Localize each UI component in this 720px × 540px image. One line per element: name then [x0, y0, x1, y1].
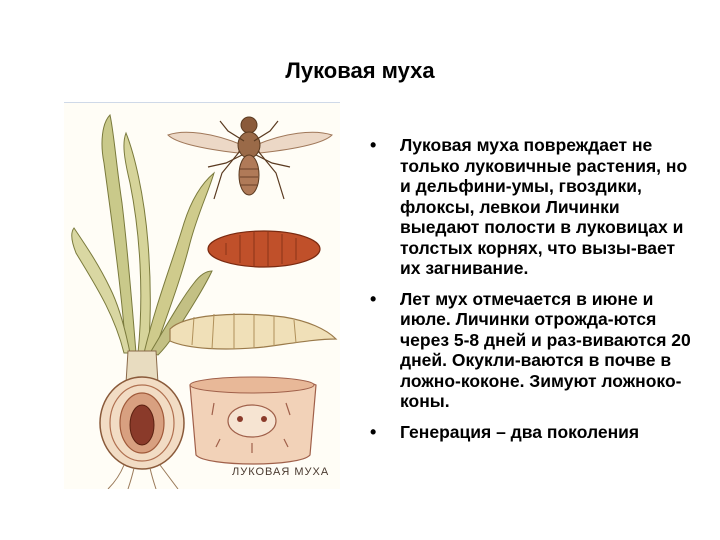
bullet-item [370, 422, 700, 443]
bullet-item [370, 289, 700, 412]
bullet-text: Лет мух отмечается в июне и июле. Личинки отрожда-ются через 5-8 дней и раз-виваются 20 дней. Окукли-ваются в почве в ложно-коконе. Зимуют ложноко-коны. [400, 288, 691, 411]
onion-fly-image [168, 117, 332, 199]
bullet-text: Генерация – два поколения [400, 421, 640, 442]
larva-image [170, 313, 336, 349]
onion-plant-image [72, 115, 214, 489]
slide-title: Луковая муха [285, 58, 435, 83]
bullet-text: Луковая муха повреждает не только луковичные растения, но и дельфини-умы, гвоздики, флоксы, левкои Личинки выедают полости в луковицах и толстых корнях, что вызы-вает их загнивание. [400, 135, 688, 278]
larva-tail-end-image [190, 377, 316, 464]
bullet-marker: • [370, 288, 377, 309]
pupa-image [208, 231, 320, 267]
bullet-list [370, 135, 700, 452]
onion-fly-illustration [64, 102, 340, 489]
illustration-caption: ЛУКОВАЯ МУХА [232, 466, 330, 478]
bullet-item [370, 135, 700, 279]
bullet-marker: • [370, 135, 377, 155]
bullet-marker: • [370, 421, 377, 442]
